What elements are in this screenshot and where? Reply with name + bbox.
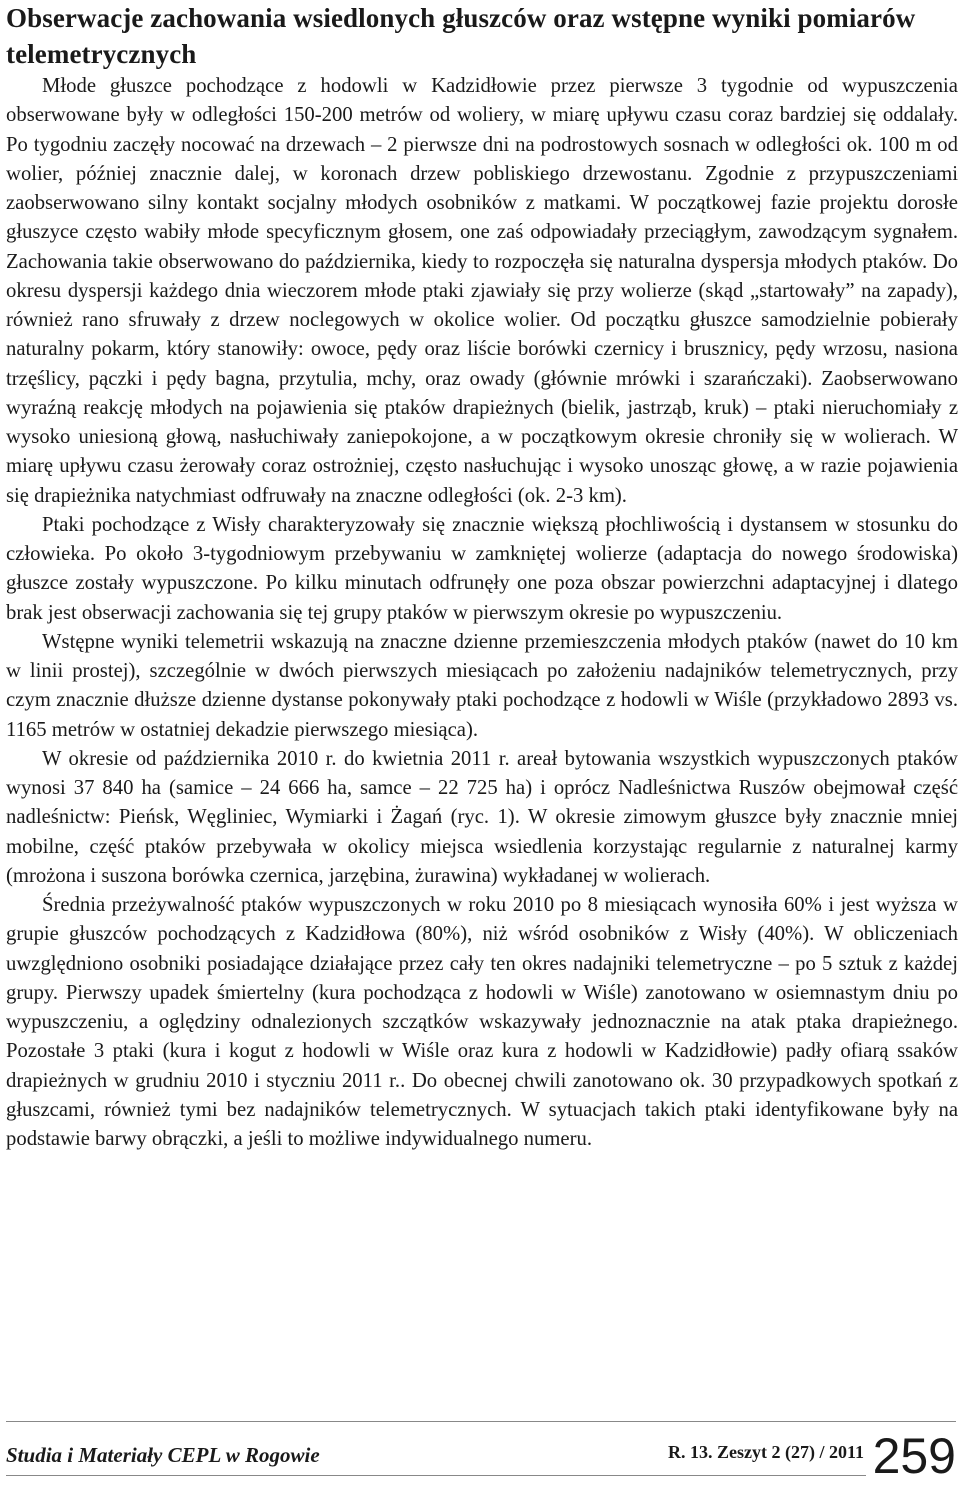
journal-title: Studia i Materiały CEPL w Rogowie <box>6 1443 320 1467</box>
article-body <box>6 72 958 1154</box>
paragraph: W okresie od października 2010 r. do kwietnia 2011 r. areał bytowania wszystkich wypuszczonych ptaków wynosi 37 840 ha (samice – 24 666 ha, samce – 22 725 ha) i oprócz Nadleśnictwa Ruszów obejmował część nadleśnictw: Pieńsk, Węgliniec, Wymiarki i Żagań (ryc. 1). W okresie zimowym głuszce były znacznie mniej mobilne, część ptaków przebywała w okolicy miejsca wsiedlenia korzystając regularnie z naturalnej karmy (mrożona i suszona borówka czernica, jarzębina, żurawina) wykładanej w wolierach. <box>6 747 958 887</box>
paragraph: Ptaki pochodzące z Wisły charakteryzowały się znacznie większą płochliwością i dystansem w stosunku do człowieka. Po około 3-tygodniowym przebywaniu w zamkniętej wolierze (adaptacja do nowego środowiska) głuszce zostały wypuszczone. Po kilku minutach odfrunęły one poza obszar powierzchni adaptacyjnej i dlatego brak jest obserwacji zachowania się tej grupy ptaków w pierwszym okresie po wypuszczeniu. <box>6 513 958 624</box>
paragraph: Młode głuszce pochodzące z hodowli w Kadzidłowie przez pierwsze 3 tygodnie od wypuszczenia obserwowane były w odległości 150-200 metrów od woliery, w miarę upływu czasu coraz bardziej się oddalały. Po tygodniu zaczęły nocować na drzewach – 2 pierwsze dni na podrostowych sosnach w odległości ok. 100 m od wolier, później znacznie dalej, w koronach drzew pobliskiego drzewostanu. Zgodnie z przypuszczeniami zaobserwowano silny kontakt socjalny młodych osobników z matkami. W początkowej fazie projektu dorosłe głuszyce często wabiły młode specyficznym głosem, one zaś odpowiadały przeciągłym, zawodzącym sygnałem. Zachowania takie obserwowano do października, kiedy to rozpoczęła się naturalna dyspersja młodych ptaków. Do okresu dyspersji każdego dnia wieczorem młode ptaki zjawiały się przy wolierze (skąd „startowały” na zapady), również rano sfruwały z drzew noclegowych w okolice wolier. Od początku głuszce samodzielnie pobierały naturalny pokarm, który stanowiły: owoce, pędy oraz liście borówki czernicy i brusznicy, pędy wrzosu, nasiona trzęślicy, pączki i pędy bagna, przytulia, mchy, oraz owady (głównie mrówki i szarańczaki). Zaobserwowano wyraźną reakcję młodych na pojawienia się ptaków drapieżnych (bielik, jastrząb, kruk) – ptaki nieruchomiały z wysoko uniesioną głową, nasłuchiwały zaniepokojone, a w początkowym okresie chroniły się w wolierach. W miarę upływu czasu żerowały coraz ostrożniej, często nasłuchując i wysoko unosząc głowę, a w razie pojawienia się drapieżnika natychmiast odfruwały na znaczne odległości (ok. 2-3 km). <box>6 75 958 507</box>
paragraph: Średnia przeżywalność ptaków wypuszczonych w roku 2010 po 8 miesiącach wynosiła 60% i jest wyższa w grupie głuszców pochodzących z Kadzidłowa (80%), niż wśród osobników z Wisły (40%). W obliczeniach uwzględniono osobniki posiadające działające przez cały ten okres nadajniki telemetryczne – po 5 sztuk z każdej grupy. Pierwszy upadek śmiertelny (kura pochodząca z hodowli w Wiśle) zanotowano w osiemnastym dniu po wypuszczeniu, a oględziny odnalezionych szczątków wskazywały jednoznacznie na atak ptaka drapieżnego. Pozostałe 3 ptaki (kura i kogut z hodowli w Wiśle oraz kura z hodowli w Kadzidłowie) padły ofiarą ssaków drapieżnych w grudniu 2010 i styczniu 2011 r.. Do obecnej chwili zanotowano ok. 30 przypadkowych spotkań z głuszcami, również tymi bez nadajników telemetrycznych. W sytuacjach takich ptaki identyfikowane były na podstawie barwy obrączki, a jeśli to możliwe indywidualnego numeru. <box>6 894 958 1150</box>
issue-label: R. 13. Zeszyt 2 (27) / 2011 <box>668 1442 864 1462</box>
section-heading: Obserwacje zachowania wsiedlonych głuszców oraz wstępne wyniki pomiarów telemetrycznych <box>6 3 916 69</box>
page-number: 259 <box>872 1428 956 1484</box>
paragraph: Wstępne wyniki telemetrii wskazują na znaczne dzienne przemieszczenia młodych ptaków (nawet do 10 km w linii prostej), szczególnie w dwóch pierwszych miesiącach po założeniu nadajników telemetrycznych, przy czym znacznie dłuższe dzienne dystanse pokonywały ptaki pochodzące z hodowli w Wiśle (przykładowo 2893 vs. 1165 metrów w ostatniej dekadzie pierwszego miesiąca). <box>6 630 958 741</box>
footer-divider-bottom <box>6 1475 866 1476</box>
footer-divider-top <box>6 1421 956 1422</box>
